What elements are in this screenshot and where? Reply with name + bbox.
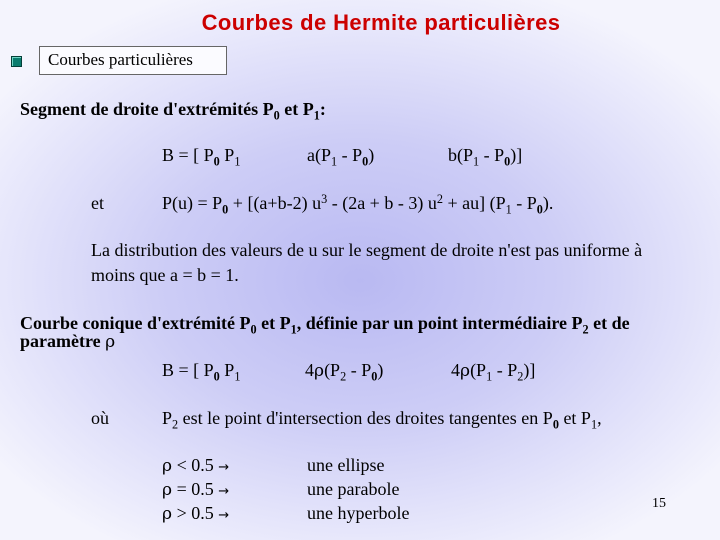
segment-b-matrix-p: B = [ $P_0$ $P_1$	[162, 145, 241, 169]
distribution-note-line2: moins que a = b = 1.	[91, 265, 239, 285]
pu-equation: $P(u) = P_0 + [(a+b-2)$ $u^3 - (2a + b - 3) u^2 + au$] $(P_1 - P_0)$.	[162, 191, 554, 217]
case-parabola-result: une parabole	[307, 479, 400, 499]
p2-definition: $P_2$ est le point d'intersection des droites tangentes en $P_0$ et $P_1$,	[162, 408, 602, 432]
case-ellipse-condition: ρ < 0.5 →	[162, 455, 230, 476]
segment-b-matrix-b: $b(P_1 - P_0)$]	[448, 145, 523, 169]
case-hyperbola-result: une hyperbole	[307, 503, 410, 523]
conic-heading-line1: Courbe conique d'extrémité $P_0$ et $P_1$, définie par un point intermédiaire $P_2$ et de	[20, 313, 630, 337]
segment-b-matrix-a: $a(P_1 - P_0)$	[307, 145, 375, 169]
right-arrow-icon: →	[218, 508, 230, 523]
et-label: et	[91, 193, 104, 213]
case-parabola-condition: ρ = 0.5 →	[162, 479, 230, 500]
case-hyperbola-condition: ρ > 0.5 →	[162, 503, 230, 524]
conic-b-matrix-p: B = [ $P_0$ $P_1$	[162, 360, 241, 384]
conic-b-matrix-b: $4\rho(P_1 - P_2)$]	[451, 360, 536, 384]
page-number: 15	[652, 496, 666, 511]
case-ellipse-result: une ellipse	[307, 455, 385, 475]
square-bullet-icon	[11, 56, 22, 67]
distribution-note-line1: La distribution des valeurs de u sur le segment de droite n'est pas uniforme à	[91, 240, 643, 260]
section-box-label: Courbes particulières	[48, 50, 193, 69]
right-arrow-icon: →	[218, 460, 230, 475]
conic-b-matrix-a: $4\rho(P_2 - P_0)$	[305, 360, 384, 384]
right-arrow-icon: →	[218, 484, 230, 499]
ou-label: où	[91, 408, 109, 428]
conic-heading-line2: paramètre ρ	[20, 331, 116, 352]
segment-heading: Segment de droite d'extrémités $P_0$ et $P_1$:	[20, 99, 326, 123]
slide-title: Courbes de Hermite particulières	[201, 10, 561, 35]
